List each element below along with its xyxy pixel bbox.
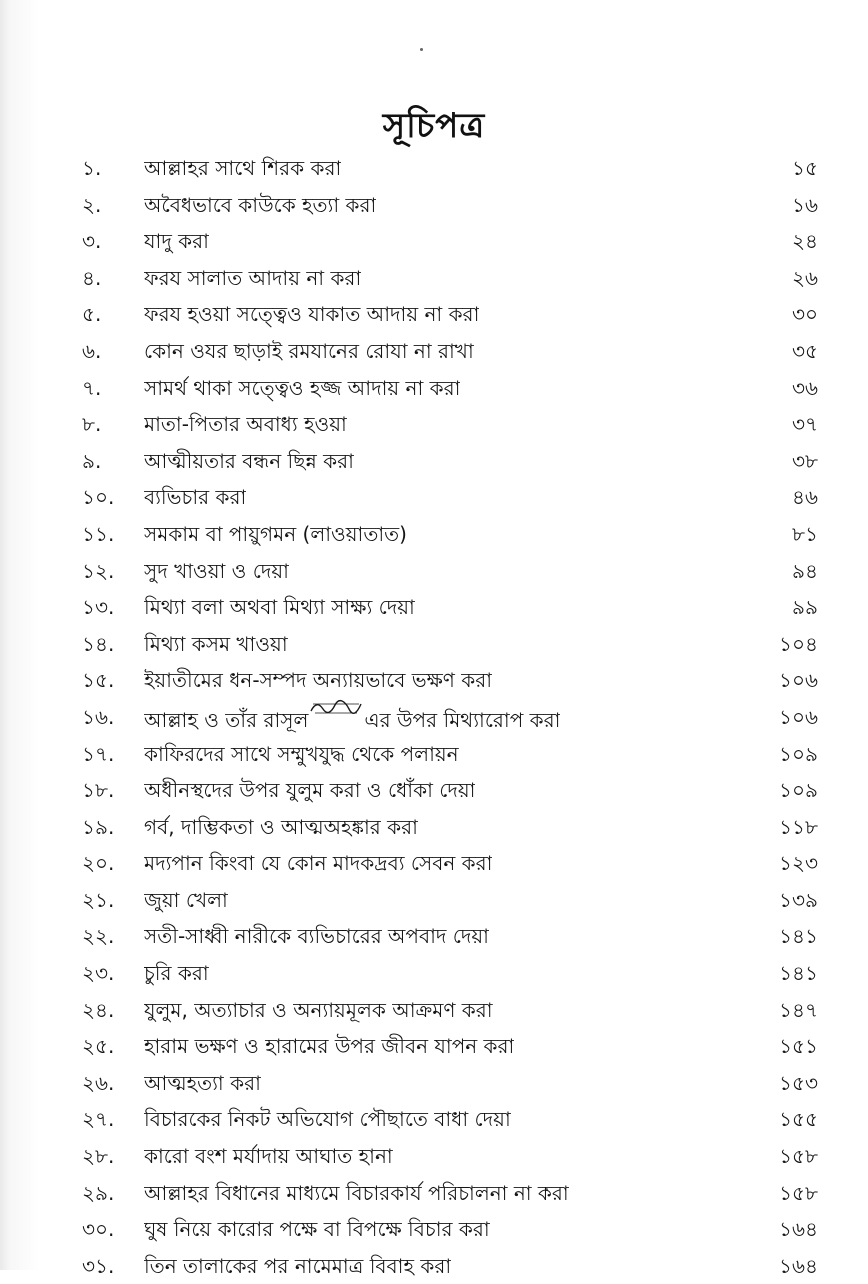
scan-speck (420, 48, 423, 51)
entry-number: ১১. (82, 521, 115, 546)
toc-entry (82, 1138, 818, 1175)
entry-number: ৭. (82, 375, 102, 400)
entry-number: ১৩. (82, 595, 115, 620)
entry-title: জুয়া খেলা (144, 887, 228, 912)
page-title: সূচিপত্র (382, 106, 486, 146)
entry-title: চুরি করা (144, 961, 209, 986)
toc-entry (82, 223, 818, 260)
entry-page-number: ১২৩ (779, 851, 818, 876)
entry-title: মাতা-পিতার অবাধ্য হওয়া (144, 412, 347, 437)
entry-page-number: ৩৮ (792, 448, 818, 473)
entry-title: ব্যভিচার করা (144, 485, 247, 510)
toc-entry (82, 992, 818, 1029)
entry-page-number: ১৬ (792, 192, 818, 217)
toc-entry (82, 333, 818, 370)
entry-page-number: ১৫৫ (779, 1107, 818, 1132)
entry-page-number: ৩০ (791, 302, 818, 327)
entry-title-part: এর উপর মিথ্যারোপ করা (364, 707, 561, 732)
entry-title: যাদু করা (144, 229, 209, 254)
entry-page-number: ৪৬ (792, 485, 818, 510)
entry-page-number: ২৬ (791, 265, 818, 290)
entry-number: ১৭. (82, 741, 115, 766)
entry-number: ২৯. (82, 1180, 115, 1205)
entry-number: ৮. (82, 412, 102, 437)
salawat-calligraphy-icon (309, 699, 363, 715)
entry-page-number: ৩৭ (791, 412, 818, 437)
entry-page-number: ১০৬ (779, 704, 818, 729)
entry-number: ২৪. (82, 997, 115, 1022)
entry-page-number: ১৫৮ (779, 1144, 818, 1169)
toc-entry (82, 479, 818, 516)
toc-entry (82, 589, 818, 626)
entry-title: তিন তালাকের পর নামেমাত্র বিবাহ করা (144, 1253, 452, 1278)
toc-entry (82, 370, 818, 407)
entry-number: ১২. (82, 558, 115, 583)
entry-title: কোন ওযর ছাড়াই রমযানের রোযা না রাখা (144, 338, 474, 363)
toc-entry (82, 662, 818, 699)
entry-title: ইয়াতীমের ধন-সম্পদ অন্যায়ভাবে ভক্ষণ করা (144, 668, 493, 693)
toc-entry (82, 443, 818, 480)
entry-title: সামর্থ থাকা সত্ত্বেও হজ্জ আদায় না করা (144, 375, 461, 400)
entry-page-number: ১০৯ (779, 741, 818, 766)
entry-title: আত্মীয়তার বন্ধন ছিন্ন করা (144, 448, 354, 473)
toc-entry (82, 845, 818, 882)
entry-number: ২. (82, 192, 102, 217)
toc-entry (82, 736, 818, 773)
entry-page-number: ১৬৪ (779, 1217, 818, 1242)
entry-number: ২৬. (82, 1070, 115, 1095)
toc-entry (82, 772, 818, 809)
entry-title: কারো বংশ মর্যাদায় আঘাত হানা (144, 1144, 393, 1169)
entry-page-number: ১৪১ (779, 961, 818, 986)
entry-title: আল্লাহর সাথে শিরক করা (144, 156, 342, 180)
entry-title-part: আল্লাহ ও তাঁর রাসূল (144, 707, 309, 732)
toc-entry (82, 1065, 818, 1102)
entry-page-number: ১৬৪ (779, 1253, 818, 1278)
entry-title: ফরয হওয়া সত্ত্বেও যাকাত আদায় না করা (144, 302, 480, 327)
toc-entry (82, 150, 818, 187)
toc-entry (82, 1101, 818, 1138)
entry-title: সতী-সাধ্বী নারীকে ব্যভিচারের অপবাদ দেয়া (144, 924, 489, 949)
toc-entry (82, 296, 818, 333)
entry-page-number: ১০৪ (779, 631, 818, 656)
entry-page-number: ২৪ (792, 229, 818, 254)
toc-entry (82, 553, 818, 590)
toc-entry (82, 699, 818, 736)
entry-number: ২২. (82, 924, 115, 949)
toc-entry (82, 516, 818, 553)
toc-entry (82, 260, 818, 297)
toc-entry (82, 406, 818, 443)
entry-page-number: ৩৫ (792, 338, 818, 363)
entry-number: ৪. (82, 265, 102, 290)
entry-number: ৫. (82, 302, 102, 327)
entry-page-number: ১৫৮ (779, 1180, 818, 1205)
entry-number: ২১. (82, 887, 115, 912)
toc-entry (82, 626, 818, 663)
entry-number: ২৫. (82, 1034, 115, 1059)
entry-title: অধীনস্থদের উপর যুলুম করা ও ধোঁকা দেয়া (144, 778, 476, 803)
entry-number: ২৩. (82, 961, 115, 986)
entry-title: গর্ব, দাম্ভিকতা ও আত্মঅহঙ্কার করা (144, 814, 418, 839)
entry-number: ২০. (82, 851, 115, 876)
entry-title: মদ্যপান কিংবা যে কোন মাদকদ্রব্য সেবন করা (144, 851, 493, 876)
toc-entry (82, 1175, 818, 1212)
entry-number: ১০. (82, 485, 115, 510)
entry-page-number: ১৫৩ (779, 1070, 818, 1095)
entry-page-number: ৯৪ (792, 558, 818, 583)
entry-number: ১৯. (82, 814, 115, 839)
entry-title: হারাম ভক্ষণ ও হারামের উপর জীবন যাপন করা (144, 1034, 515, 1059)
entry-title: ফরয সালাত আদায় না করা (144, 265, 362, 290)
entry-title (144, 699, 560, 739)
entry-number: ৩০. (82, 1217, 115, 1242)
entry-title: কাফিরদের সাথে সম্মুখযুদ্ধ থেকে পলায়ন (144, 741, 459, 766)
toc-entry (82, 1248, 818, 1284)
entry-title: মিথ্যা কসম খাওয়া (144, 631, 288, 656)
entry-number: ২৮. (82, 1144, 115, 1169)
toc-entry (82, 1028, 818, 1065)
entry-title: ঘুষ নিয়ে কারোর পক্ষে বা বিপক্ষে বিচার করা (144, 1217, 490, 1242)
entry-title: আল্লাহর বিধানের মাধ্যমে বিচারকার্য পরিচালনা না করা (144, 1180, 569, 1205)
entry-number: ১৮. (82, 778, 115, 803)
entry-number: ১. (82, 156, 102, 180)
entry-page-number: ১৪১ (779, 924, 818, 949)
entry-page-number: ১০৯ (779, 778, 818, 803)
entry-title: যুলুম, অত্যাচার ও অন্যায়মূলক আক্রমণ করা (144, 997, 493, 1022)
toc-entry (82, 187, 818, 224)
entry-number: ৬. (82, 338, 102, 363)
entry-number: ১৬. (82, 704, 115, 729)
entry-page-number: ১০৬ (779, 668, 818, 693)
entry-title: অবৈধভাবে কাউকে হত্যা করা (144, 192, 377, 217)
entry-number: ২৭. (82, 1107, 115, 1132)
table-of-contents (82, 150, 818, 1284)
entry-page-number: ১৩৯ (779, 887, 818, 912)
entry-page-number: ১৫১ (779, 1034, 818, 1059)
entry-number: ৩১. (82, 1253, 115, 1278)
entry-page-number: ৯৯ (792, 595, 818, 620)
toc-entry (82, 882, 818, 919)
entry-page-number: ৩৬ (791, 375, 818, 400)
entry-page-number: ১৪৭ (779, 997, 818, 1022)
entry-title: সুদ খাওয়া ও দেয়া (144, 558, 289, 583)
entry-number: ১৫. (82, 668, 115, 693)
entry-title: বিচারকের নিকট অভিযোগ পৌছাতে বাধা দেয়া (144, 1107, 511, 1132)
toc-entry (82, 1211, 818, 1248)
entry-number: ৯. (82, 448, 102, 473)
entry-title: আত্মহত্যা করা (144, 1070, 261, 1095)
toc-entry (82, 918, 818, 955)
entry-title: সমকাম বা পায়ুগমন (লাওয়াতাত) (144, 521, 407, 546)
entry-number: ৩. (82, 229, 102, 254)
entry-page-number: ৮১ (792, 521, 818, 546)
toc-entry (82, 809, 818, 846)
toc-entry (82, 955, 818, 992)
entry-number: ১৪. (82, 631, 115, 656)
entry-page-number: ১১৮ (779, 814, 818, 839)
entry-page-number: ১৫ (792, 156, 818, 180)
entry-title: মিথ্যা বলা অথবা মিথ্যা সাক্ষ্য দেয়া (144, 595, 415, 620)
